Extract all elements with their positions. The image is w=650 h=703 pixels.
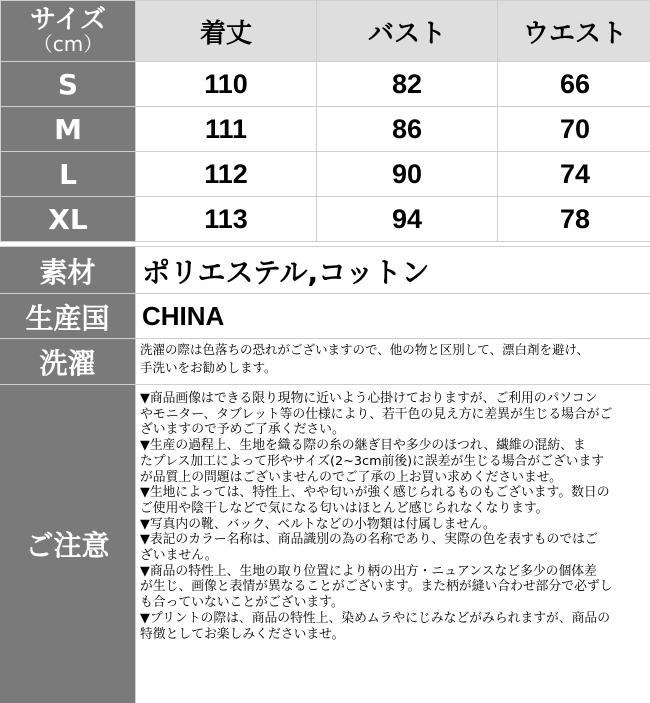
length-value: 112 bbox=[136, 152, 317, 197]
waist-value: 78 bbox=[498, 197, 650, 242]
note-line: やモニター、タブレット等の仕様により、若干色の見え方に差異が生じる場合がご bbox=[140, 407, 646, 423]
note-line: ご使用や陰干しなどで気になる匂いはほとんど感じられなくなります。 bbox=[140, 501, 646, 517]
note-line: も合っていないことがございます。 bbox=[140, 595, 646, 611]
note-line: ▼生産の過程上、生地を織る際の糸の継ぎ目や多少のほつれ、繊維の混紡、ま bbox=[140, 438, 646, 454]
size-corner-unit: （cm） bbox=[1, 33, 135, 55]
note-line: ▼プリントの際は、商品の特性上、染めムラやにじみなどがみられますが、商品の bbox=[140, 611, 646, 627]
note-line: が品質上の問題はございませんのでご了承の上お買い求めくださいませ。 bbox=[140, 470, 646, 486]
bust-value: 82 bbox=[317, 62, 498, 107]
material-row bbox=[0, 246, 650, 294]
bust-value: 90 bbox=[317, 152, 498, 197]
size-corner-label: サイズ bbox=[30, 5, 106, 35]
washing-line: 洗濯の際は色落ちの恐れがございますので、他の物と区別して、漂白剤を避け、 bbox=[140, 341, 646, 359]
size-corner-cell bbox=[1, 1, 136, 62]
length-value: 111 bbox=[136, 107, 317, 152]
note-line: ざいません。 bbox=[140, 548, 646, 564]
waist-value: 74 bbox=[498, 152, 650, 197]
material-label: 素材 bbox=[0, 247, 136, 294]
size-label: L bbox=[1, 152, 136, 197]
size-label: S bbox=[1, 62, 136, 107]
origin-value: CHINA bbox=[136, 294, 650, 339]
notes-text bbox=[136, 385, 650, 703]
waist-value: 70 bbox=[498, 107, 650, 152]
column-header-waist: ウエスト bbox=[498, 1, 650, 62]
washing-line: 手洗いをお勧めします。 bbox=[140, 359, 646, 377]
size-label: M bbox=[1, 107, 136, 152]
note-line: ▼表記のカラー名称は、商品識別の為の名称であり、実際の色を表すものではご bbox=[140, 532, 646, 548]
notes-row bbox=[0, 384, 650, 703]
note-line: ▼商品画像はできる限り現物に近いよう心掛けておりますが、ご利用のパソコン bbox=[140, 391, 646, 407]
washing-label: 洗濯 bbox=[0, 339, 136, 385]
note-line: ざいますので予めご了承ください。 bbox=[140, 422, 646, 438]
notes-label: ご注意 bbox=[0, 385, 136, 703]
bust-value: 94 bbox=[317, 197, 498, 242]
origin-row bbox=[0, 293, 650, 339]
column-header-bust: バスト bbox=[317, 1, 498, 62]
note-line: 特徴としてお楽しみくださいませ。 bbox=[140, 627, 646, 643]
origin-label: 生産国 bbox=[0, 294, 136, 339]
table-row bbox=[1, 152, 650, 197]
note-line: ▼写真内の靴、バック、ベルトなどの小物類は付属しません。 bbox=[140, 517, 646, 533]
washing-text bbox=[136, 339, 650, 385]
length-value: 110 bbox=[136, 62, 317, 107]
material-value: ポリエステル,コットン bbox=[136, 247, 650, 294]
table-row bbox=[1, 62, 650, 107]
note-line: が生じ、画像と表情が異なることがございます。また柄が縫い合わせ部分で必ずし bbox=[140, 579, 646, 595]
table-row bbox=[1, 197, 650, 242]
washing-row bbox=[0, 338, 650, 385]
length-value: 113 bbox=[136, 197, 317, 242]
column-header-length: 着丈 bbox=[136, 1, 317, 62]
table-row bbox=[1, 107, 650, 152]
note-line: たプレス加工によって形やサイズ(2~3cm前後)に誤差が生じる場合がございます bbox=[140, 454, 646, 470]
bust-value: 86 bbox=[317, 107, 498, 152]
size-table bbox=[0, 0, 650, 242]
note-line: ▼生地によっては、特性上、やや匂いが強く感じられるものもございます。数日の bbox=[140, 485, 646, 501]
size-table-header-row bbox=[1, 1, 650, 62]
size-label: XL bbox=[1, 197, 136, 242]
waist-value: 66 bbox=[498, 62, 650, 107]
note-line: ▼商品の特性上、生地の取り位置により柄の出方・ニュアンスなど多少の個体差 bbox=[140, 564, 646, 580]
